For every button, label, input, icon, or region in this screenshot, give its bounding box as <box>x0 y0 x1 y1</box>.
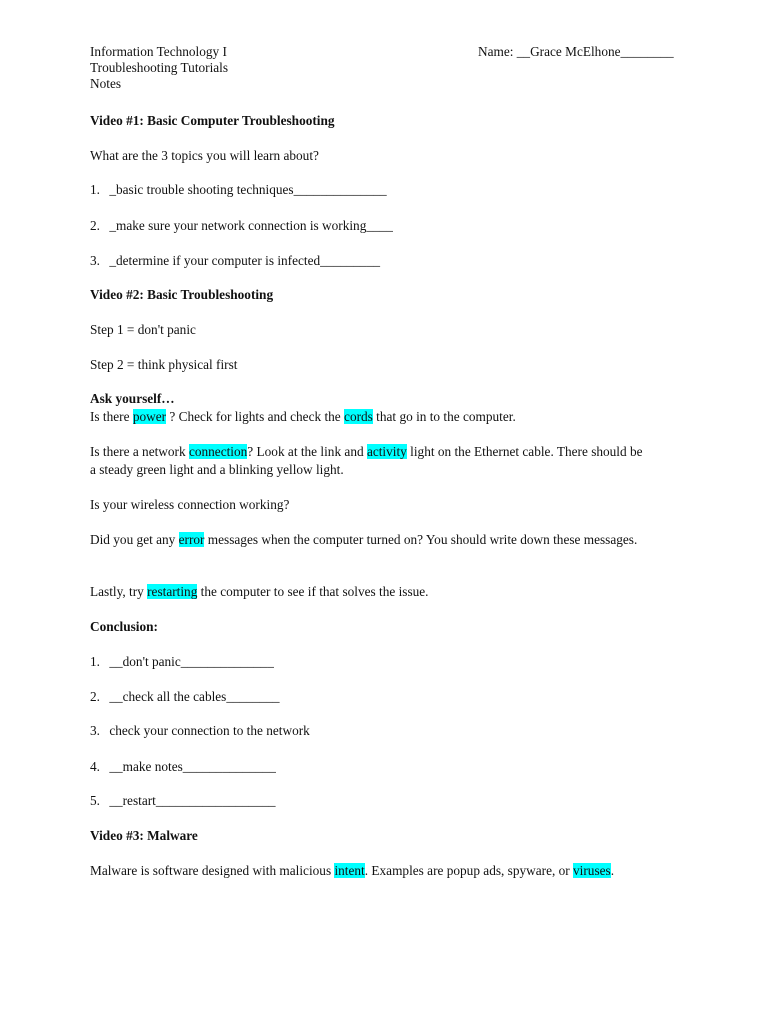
item-number: 2. <box>90 689 100 704</box>
text-run: messages when the computer turned on? You should write down these messages. <box>204 532 638 547</box>
text-run: Is there a network <box>90 444 189 459</box>
item-text: check your connection to the network <box>109 723 310 738</box>
ask-yourself-heading: Ask yourself… <box>90 391 175 406</box>
list-item <box>90 252 380 270</box>
highlight-error: error <box>178 532 205 547</box>
paragraph-error <box>90 531 650 549</box>
item-text: __check all the cables________ <box>109 689 280 704</box>
item-text: _make sure your network connection is working____ <box>109 218 393 233</box>
list-item <box>90 217 393 235</box>
highlight-intent: intent <box>334 863 365 878</box>
text-run: the computer to see if that solves the issue. <box>197 584 429 599</box>
video2-heading: Video #2: Basic Troubleshooting <box>90 287 274 302</box>
text-run: Is there <box>90 409 133 424</box>
text-run: ? Check for lights and check the <box>166 409 345 424</box>
video1-question: What are the 3 topics you will learn about? <box>90 148 319 163</box>
item-text: __make notes______________ <box>109 759 276 774</box>
list-item <box>90 722 310 740</box>
paragraph-network <box>90 443 650 479</box>
document-header <box>90 44 228 92</box>
item-number: 1. <box>90 654 100 669</box>
text-run: . Examples are popup ads, spyware, or <box>364 863 574 878</box>
item-number: 1. <box>90 182 100 197</box>
text-run: Did you get any <box>90 532 179 547</box>
item-text: __restart__________________ <box>109 793 276 808</box>
highlight-connection: connection <box>188 444 248 459</box>
text-run: that go in to the computer. <box>372 409 516 424</box>
list-item <box>90 688 280 706</box>
item-text: _basic trouble shooting techniques______________ <box>109 182 387 197</box>
highlight-viruses: viruses <box>573 863 611 878</box>
paragraph-malware <box>90 862 614 880</box>
highlight-power: power <box>132 409 167 424</box>
document-subtitle: Troubleshooting Tutorials <box>90 60 229 75</box>
text-run: Lastly, try <box>90 584 148 599</box>
highlight-restarting: restarting <box>147 584 198 599</box>
item-text: _determine if your computer is infected_________ <box>109 253 380 268</box>
item-number: 2. <box>90 218 100 233</box>
student-name: Name: __Grace McElhone________ <box>478 44 674 59</box>
video3-heading: Video #3: Malware <box>90 828 198 843</box>
item-text: __don't panic______________ <box>109 654 274 669</box>
list-item <box>90 653 274 671</box>
list-item <box>90 181 387 199</box>
text-run: . <box>610 863 615 878</box>
paragraph-power <box>90 408 516 426</box>
highlight-activity: activity <box>366 444 407 459</box>
text-run: Malware is software designed with malicious <box>90 863 335 878</box>
paragraph-wireless: Is your wireless connection working? <box>90 497 290 512</box>
item-number: 4. <box>90 759 100 774</box>
text-run: light on the Ethernet cable. There should be a steady green light and a blinking yellow light. <box>90 444 643 477</box>
item-number: 3. <box>90 723 100 738</box>
document-type: Notes <box>90 76 122 91</box>
video1-heading: Video #1: Basic Computer Troubleshooting <box>90 113 335 128</box>
list-item <box>90 792 276 810</box>
text-run: ? Look at the link and <box>247 444 367 459</box>
step-1: Step 1 = don't panic <box>90 322 196 337</box>
item-number: 3. <box>90 253 100 268</box>
item-number: 5. <box>90 793 100 808</box>
paragraph-restart <box>90 583 429 601</box>
step-2: Step 2 = think physical first <box>90 357 238 372</box>
course-title: Information Technology I <box>90 44 227 59</box>
highlight-cords: cords <box>344 409 373 424</box>
list-item <box>90 758 276 776</box>
conclusion-heading: Conclusion: <box>90 619 158 634</box>
